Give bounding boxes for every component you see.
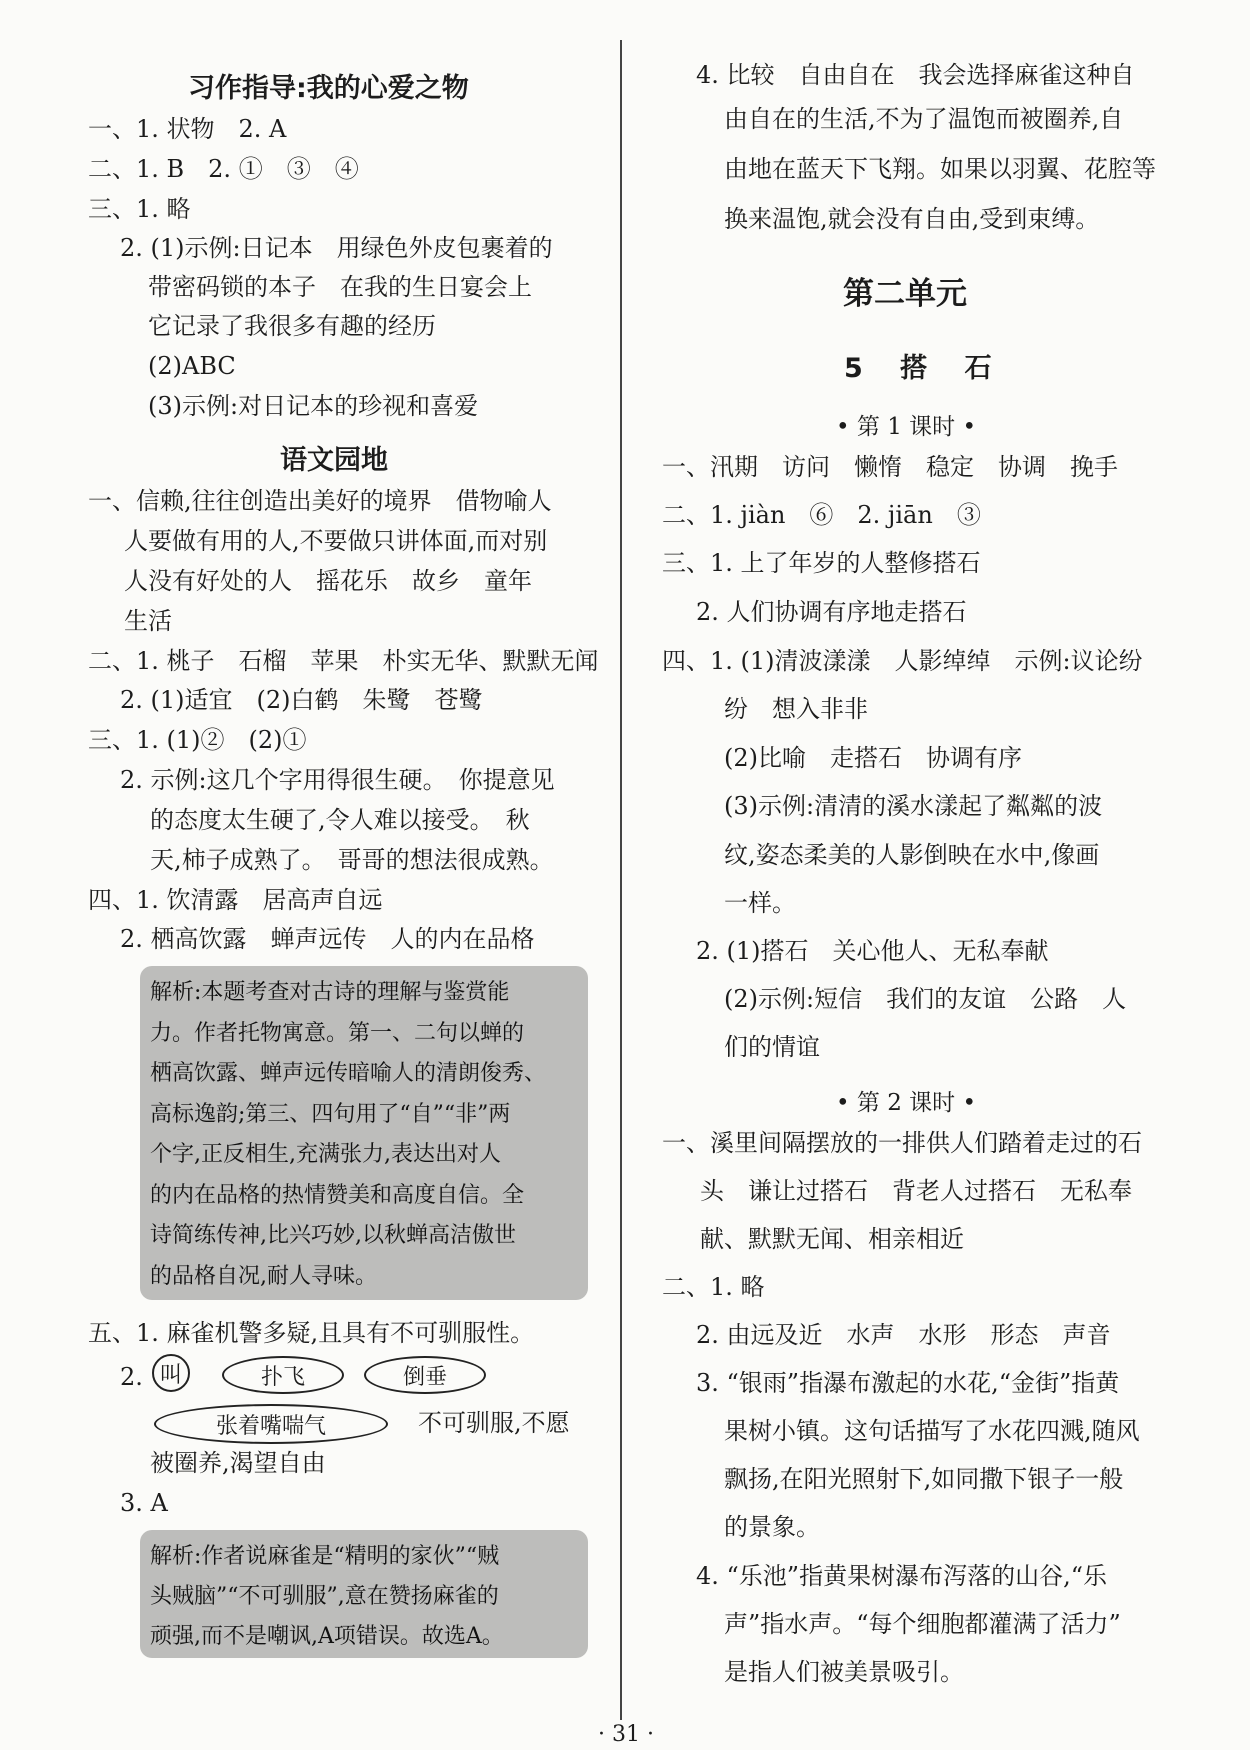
answer-line: 2. (120, 1363, 143, 1391)
circled-word: 叫 (152, 1354, 190, 1392)
analysis-line: 解析:本题考查对古诗的理解与鉴赏能 (150, 980, 510, 1005)
analysis-line: 高标逸韵;第三、四句用了“自”“非”两 (150, 1101, 511, 1127)
analysis-line: 的品格自况,耐人寻味。 (150, 1263, 377, 1289)
section-title-chinese-garden: 语文园地 (280, 445, 388, 476)
answer-line: 2. 示例:这几个字用得很生硬。 你提意见 (120, 766, 555, 794)
answer-line: 一、汛期 访问 懒惰 稳定 协调 挽手 (662, 453, 1118, 481)
analysis-line: 顽强,而不是嘲讽,A项错误。故选A。 (150, 1624, 504, 1649)
answer-line: 纷 想入非非 (724, 695, 868, 723)
answer-line: 它记录了我很多有趣的经历 (148, 312, 436, 340)
answer-line: 飘扬,在阳光照射下,如同撒下银子一般 (724, 1465, 1124, 1493)
answer-line: 2. (1)示例:日记本 用绿色外皮包裹着的 (120, 234, 553, 262)
answer-line: 的景象。 (724, 1513, 820, 1541)
answer-line: 3. A (120, 1489, 168, 1517)
answer-line: 不可驯服,不愿 (418, 1409, 570, 1437)
answer-line: 人要做有用的人,不要做只讲体面,而对别 (124, 527, 548, 555)
answer-line: 献、默默无闻、相亲相近 (700, 1225, 964, 1253)
answer-line: 三、1. 上了年岁的人整修搭石 (662, 549, 981, 577)
answer-line: 人没有好处的人 摇花乐 故乡 童年 (124, 567, 532, 595)
answer-line: 由地在蓝天下飞翔。如果以羽翼、花腔等 (724, 155, 1156, 183)
circled-word: 扑飞 (222, 1356, 344, 1394)
answer-line: 五、1. 麻雀机警多疑,且具有不可驯服性。 (88, 1319, 535, 1347)
answer-line: 果树小镇。这句话描写了水花四溅,随风 (724, 1417, 1140, 1445)
answer-line: 们的情谊 (724, 1033, 820, 1061)
answer-line: 的态度太生硬了,令人难以接受。 秋 (150, 806, 530, 834)
answer-line: 二、1. jiàn ⑥ 2. jiān ③ (662, 501, 981, 529)
answer-line: (3)示例:对日记本的珍视和喜爱 (148, 392, 479, 420)
answer-line: 一、1. 状物 2. A (88, 115, 287, 143)
answer-line: (2)示例:短信 我们的友谊 公路 人 (724, 985, 1127, 1013)
analysis-line: 力。作者托物寓意。第一、二句以蝉的 (150, 1020, 525, 1046)
analysis-line: 解析:作者说麻雀是“精明的家伙”“贼 (150, 1544, 500, 1569)
page-number: · 31 · (598, 1722, 654, 1747)
answer-line: 4. 比较 自由自在 我会选择麻雀这种自 (696, 61, 1135, 89)
answer-line: 四、1. (1)清波漾漾 人影绰绰 示例:议论纷 (662, 647, 1143, 675)
answer-line: 2. 栖高饮露 蝉声远传 人的内在品格 (120, 925, 535, 953)
answer-line: 纹,姿态柔美的人影倒映在水中,像画 (724, 841, 1100, 869)
period-heading: • 第 1 课时 • (836, 414, 977, 440)
answer-line: 声”指水声。“每个细胞都灌满了活力” (724, 1610, 1121, 1638)
answer-line: 换来温饱,就会没有自由,受到束缚。 (724, 205, 1100, 233)
answer-line: 3. “银雨”指瀑布激起的水花,“金街”指黄 (696, 1369, 1120, 1397)
answer-line: 二、1. B 2. ① ③ ④ (88, 155, 359, 183)
answer-line: 由自在的生活,不为了温饱而被圈养,自 (724, 105, 1124, 133)
analysis-line: 个字,正反相生,充满张力,表达出对人 (150, 1142, 501, 1167)
answer-line: 头 谦让过搭石 背老人过搭石 无私奉 (700, 1177, 1132, 1205)
answer-line: (3)示例:清清的溪水漾起了粼粼的波 (724, 792, 1103, 820)
analysis-line: 栖高饮露、蝉声远传暗喻人的清朗俊秀、 (150, 1061, 547, 1086)
answer-line: 生活 (124, 607, 172, 635)
unit-title: 第二单元 (843, 276, 967, 312)
answer-line: 是指人们被美景吸引。 (724, 1658, 964, 1686)
analysis-line: 诗简练传神,比兴巧妙,以秋蝉高洁傲世 (150, 1223, 516, 1248)
answer-line: (2)比喻 走搭石 协调有序 (724, 744, 1022, 772)
answer-line: (2)ABC (148, 352, 236, 380)
column-divider (620, 40, 622, 1720)
answer-line: 二、1. 略 (662, 1273, 765, 1301)
circled-word: 倒垂 (364, 1356, 486, 1394)
section-title-writing-guide: 习作指导:我的心爱之物 (188, 73, 469, 104)
analysis-line: 的内在品格的热情赞美和高度自信。全 (150, 1182, 525, 1208)
answer-line: 天,柿子成熟了。 哥哥的想法很成熟。 (150, 846, 554, 874)
answer-line: 2. (1)适宜 (2)白鹤 朱鹭 苍鹭 (120, 686, 483, 714)
answer-line: 一样。 (724, 889, 796, 917)
answer-line: 三、1. 略 (88, 195, 191, 223)
answer-line: 一、信赖,往往创造出美好的境界 借物喻人 (88, 487, 552, 515)
lesson-title: 5 搭 石 (844, 353, 1006, 384)
answer-line: 被圈养,渴望自由 (150, 1449, 326, 1477)
answer-line: 2. 由远及近 水声 水形 形态 声音 (696, 1321, 1111, 1349)
answer-line: 四、1. 饮清露 居高声自远 (88, 886, 383, 914)
answer-line: 一、溪里间隔摆放的一排供人们踏着走过的石 (662, 1129, 1142, 1157)
answer-line: 4. “乐池”指黄果树瀑布泻落的山谷,“乐 (696, 1562, 1107, 1590)
answer-line: 带密码锁的本子 在我的生日宴会上 (148, 273, 532, 301)
answer-line: 二、1. 桃子 石榴 苹果 朴实无华、默默无闻 (88, 647, 599, 675)
period-heading: • 第 2 课时 • (836, 1090, 977, 1116)
answer-line: 2. 人们协调有序地走搭石 (696, 598, 967, 626)
answer-line: 三、1. (1)② (2)① (88, 726, 307, 754)
answer-line: 2. (1)搭石 关心他人、无私奉献 (696, 937, 1049, 965)
analysis-line: 头贼脑”“不可驯服”,意在赞扬麻雀的 (150, 1584, 499, 1609)
circled-word: 张着嘴喘气 (154, 1404, 388, 1444)
